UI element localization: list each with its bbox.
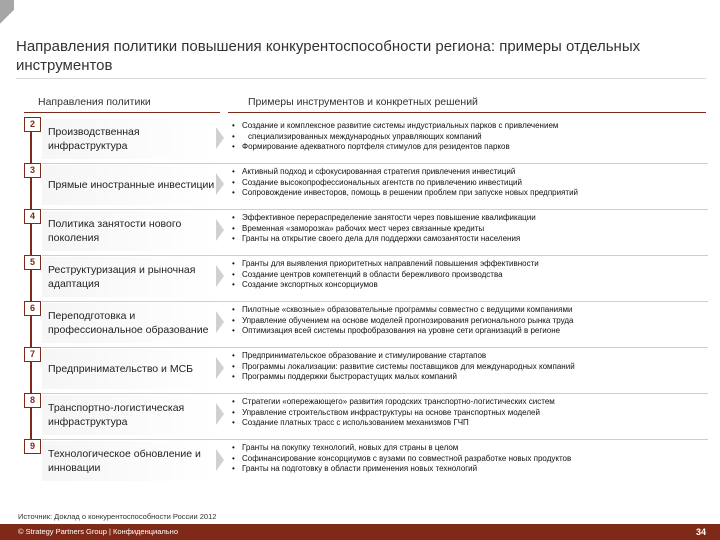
policy-row [0,117,720,163]
row-number-badge: 6 [24,301,41,316]
instrument-item: • Софинансирование консорциумов с вузами по совместной разработке новых продуктов [232,454,708,465]
policy-row [0,301,720,347]
arrow-icon [216,219,224,241]
instrument-item: • Сопровождение инвесторов, помощь в решении проблем при запуске новых предприятий [232,188,708,199]
policy-name: Технологическое обновление и инновации [42,441,218,481]
row-number-badge: 8 [24,393,41,408]
policy-name: Переподготовка и профессиональное образование [42,303,218,343]
column-header-rule-left [24,112,220,113]
instrument-item: • Программы поддержки быстрорастущих малых компаний [232,372,708,383]
row-number-badge: 2 [24,117,41,132]
row-number-badge: 7 [24,347,41,362]
page-title: Направления политики повышения конкурентоспособности региона: примеры отдельных инструментов [16,38,641,74]
instrument-item: • Оптимизация всей системы профобразования на уровне сети организаций в регионе [232,326,708,337]
row-number-badge: 4 [24,209,41,224]
instrument-list [232,259,708,291]
instrument-item: • Пилотные «сквозные» образовательные программы совместно с ведущими компаниями [232,305,708,316]
row-number-badge: 5 [24,255,41,270]
policy-name: Прямые иностранные инвестиции [42,165,218,205]
instrument-item: • Предпринимательское образование и стимулирование стартапов [232,351,708,362]
footer-bar [0,524,720,540]
policy-row [0,393,720,439]
column-header-policies: Направления политики [38,96,151,108]
instrument-list [232,213,708,245]
corner-decoration [0,0,14,34]
instrument-item: • Создание и комплексное развитие системы индустриальных парков с привлечением [232,121,708,132]
instrument-item: • Программы локализации: развитие системы поставщиков для международных компаний [232,362,708,373]
arrow-icon [216,173,224,195]
source-note: Источник: Доклад о конкурентоспособности России 2012 [18,512,217,521]
arrow-icon [216,449,224,471]
instrument-item: • специализированных международных управляющих компаний [232,132,708,143]
instrument-item: • Формирование адекватного портфеля стимулов для резидентов парков [232,142,708,153]
policy-name: Политика занятости нового поколения [42,211,218,251]
arrow-icon [216,311,224,333]
arrow-icon [216,403,224,425]
policy-name: Производственная инфраструктура [42,119,218,159]
instrument-list [232,305,708,337]
instrument-item: • Гранты для выявления приоритетных направлений повышения эффективности [232,259,708,270]
page-number: 34 [695,527,706,537]
policy-name: Транспортно-логистическая инфраструктура [42,395,218,435]
instrument-item: • Стратегии «опережающего» развития городских транспортно-логистических систем [232,397,708,408]
policy-row [0,209,720,255]
instrument-item: • Гранты на открытие своего дела для поддержки самозанятости населения [232,234,708,245]
instrument-item: • Временная «заморозка» рабочих мест через связанные кредиты [232,224,708,235]
instrument-item: • Создание центров компетенций в области бережливого производства [232,270,708,281]
instrument-item: • Гранты на покупку технологий, новых для страны в целом [232,443,708,454]
arrow-icon [216,265,224,287]
policy-name: Предпринимательство и МСБ [42,349,218,389]
instrument-item: • Управление строительством инфраструктуры на основе транспортных моделей [232,408,708,419]
instrument-list [232,167,708,199]
instrument-item: • Активный подход и сфокусированная стратегия привлечения инвестиций [232,167,708,178]
instrument-item: • Эффективное перераспределение занятости через повышение квалификации [232,213,708,224]
policy-row [0,347,720,393]
title-divider [16,78,706,79]
arrow-icon [216,127,224,149]
row-number-badge: 3 [24,163,41,178]
instrument-item: • Гранты на подготовку в области применения новых технологий [232,464,708,475]
row-number-badge: 9 [24,439,41,454]
footer-copyright: © Strategy Partners Group | Конфиденциально [18,527,178,536]
policy-name: Реструктуризация и рыночная адаптация [42,257,218,297]
column-header-instruments: Примеры инструментов и конкретных решений [248,96,478,108]
column-header-rule-right [228,112,706,113]
instrument-item: • Создание экспортных консорциумов [232,280,708,291]
instrument-item: • Создание платных трасс с использованием механизмов ГЧП [232,418,708,429]
instrument-list [232,443,708,475]
instrument-list [232,121,708,153]
instrument-item: • Управление обучением на основе моделей прогнозирования регионального рынка труда [232,316,708,327]
instrument-list [232,351,708,383]
policy-row [0,439,720,485]
policy-row [0,255,720,301]
instrument-item: • Создание высокопрофессиональных агентств по привлечению инвестиций [232,178,708,189]
arrow-icon [216,357,224,379]
instrument-list [232,397,708,429]
policy-row [0,163,720,209]
